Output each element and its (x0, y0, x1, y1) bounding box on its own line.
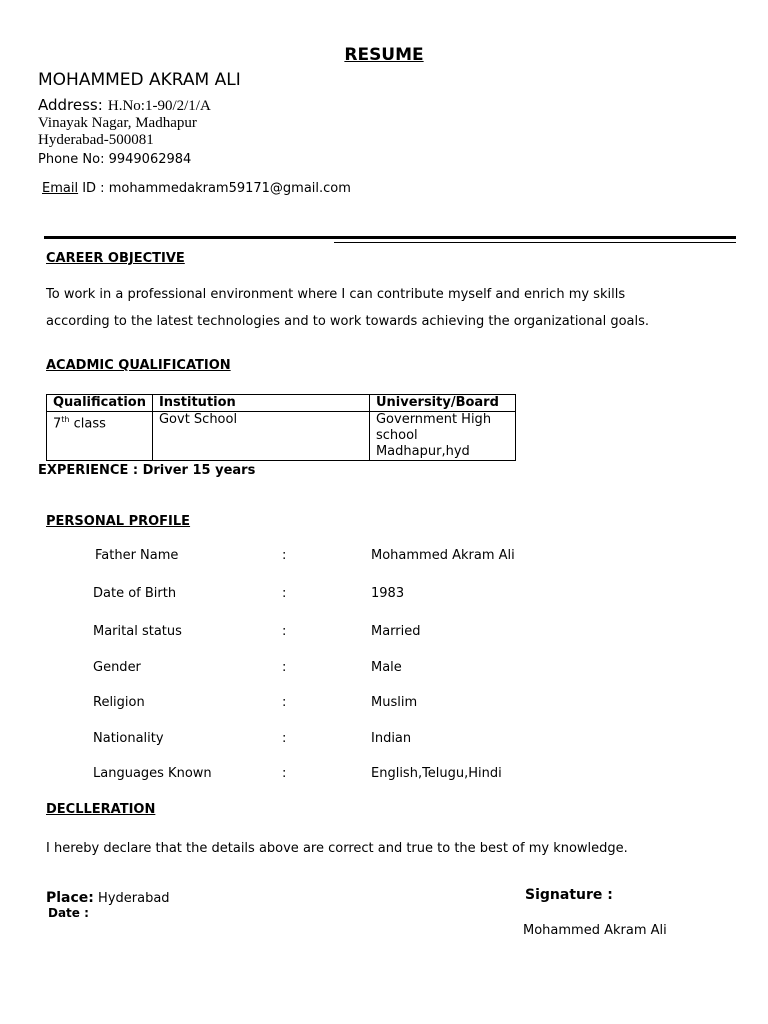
experience-line: EXPERIENCE : Driver 15 years (38, 463, 256, 478)
address-line-2: Vinayak Nagar, Madhapur (38, 115, 197, 131)
profile-label-father-name: Father Name (95, 548, 179, 563)
profile-value-marital-status: Married (371, 624, 421, 639)
place-line (46, 887, 170, 906)
place-label: Place: (46, 890, 94, 906)
header-divider-thin (334, 242, 736, 243)
career-objective-heading: CAREER OBJECTIVE (46, 251, 185, 266)
profile-value-gender: Male (371, 660, 402, 675)
table-header-row (47, 395, 516, 412)
declaration-text: I hereby declare that the details above are correct and true to the best of my knowledge. (46, 841, 628, 856)
email-value: ID : mohammedakram59171@gmail.com (78, 181, 351, 196)
header-divider-thick (44, 236, 736, 239)
cell-board: Government High school Madhapur,hyd (369, 412, 515, 461)
signature-name: Mohammed Akram Ali (523, 923, 667, 938)
address-label: Address: (38, 96, 103, 114)
profile-label-nationality: Nationality (93, 731, 164, 746)
profile-value-languages: English,Telugu,Hindi (371, 766, 502, 781)
profile-separator: : (282, 766, 287, 781)
profile-separator: : (282, 660, 287, 675)
career-objective-line-2: according to the latest technologies and to work towards achieving the organizational goals. (46, 314, 650, 329)
address-line-3: Hyderabad-500081 (38, 132, 154, 148)
phone-number: Phone No: 9949062984 (38, 152, 192, 167)
place-value: Hyderabad (93, 891, 170, 906)
profile-separator: : (282, 548, 287, 563)
email-line (38, 181, 351, 196)
profile-label-dob: Date of Birth (93, 586, 177, 601)
profile-value-dob: 1983 (371, 586, 405, 601)
profile-label-languages: Languages Known (93, 766, 212, 781)
address-line-1 (38, 95, 211, 115)
column-header-qualification: Qualification (47, 395, 153, 412)
table-row (47, 412, 516, 461)
column-header-board: University/Board (369, 395, 515, 412)
profile-separator: : (282, 695, 287, 710)
cell-qualification: 7th class (47, 412, 153, 461)
profile-value-nationality: Indian (371, 731, 412, 746)
profile-label-gender: Gender (93, 660, 141, 675)
declaration-heading: DECLLERATION (46, 802, 156, 817)
personal-profile-heading: PERSONAL PROFILE (46, 514, 191, 529)
career-objective-line-1: To work in a professional environment where I can contribute myself and enrich my skills (46, 287, 626, 302)
address-value: H.No:1-90/2/1/A (107, 98, 211, 114)
profile-label-marital-status: Marital status (93, 624, 182, 639)
profile-label-religion: Religion (93, 695, 145, 710)
profile-value-religion: Muslim (371, 695, 418, 710)
signature-label: Signature : (525, 887, 613, 903)
date-label: Date : (48, 906, 89, 920)
profile-value-father-name: Mohammed Akram Ali (371, 548, 515, 563)
profile-separator: : (282, 586, 287, 601)
qualification-table (46, 394, 516, 461)
candidate-name: MOHAMMED AKRAM ALI (38, 70, 241, 90)
cell-institution: Govt School (152, 412, 369, 461)
profile-separator: : (282, 624, 287, 639)
academic-heading: ACADMIC QUALIFICATION (46, 358, 231, 373)
column-header-institution: Institution (152, 395, 369, 412)
resume-title: RESUME (344, 45, 424, 65)
email-label: Email (42, 181, 79, 196)
profile-separator: : (282, 731, 287, 746)
